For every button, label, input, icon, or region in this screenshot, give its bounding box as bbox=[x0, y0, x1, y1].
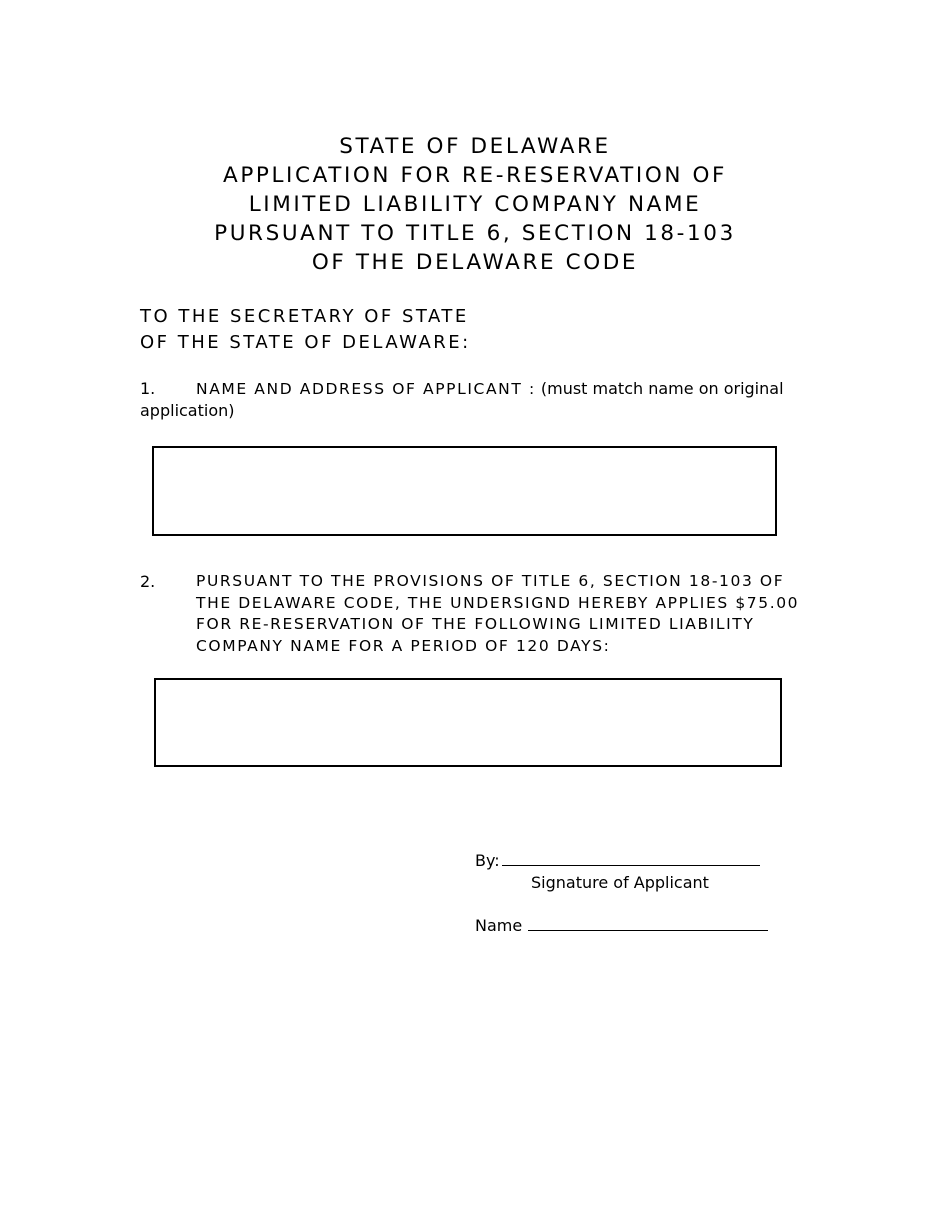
addressee bbox=[140, 304, 471, 356]
signature-line[interactable] bbox=[502, 849, 760, 866]
name-label: Name bbox=[475, 916, 523, 935]
item-number: 2. bbox=[140, 572, 156, 591]
name-line[interactable] bbox=[528, 914, 768, 931]
title-line: STATE OF DELAWARE bbox=[339, 134, 611, 159]
item-1-note: (must match name on original bbox=[540, 379, 784, 398]
title-line: OF THE DELAWARE CODE bbox=[311, 250, 639, 275]
item-2-text: PURSUANT TO THE PROVISIONS OF TITLE 6, SECTION 18-103 OF THE DELAWARE CODE, THE UNDERSIGND HEREBY APPLIES $75.00 FOR RE-RESERVATION OF THE FOLLOWING LIMITED LIABILITY COMPANY NAME FOR A PERIOD OF 120 DAYS: bbox=[196, 572, 800, 655]
signature-caption: Signature of Applicant bbox=[531, 873, 709, 892]
item-number: 1. bbox=[140, 379, 156, 398]
title-line: APPLICATION FOR RE-RESERVATION OF bbox=[223, 163, 727, 188]
item-1-note-continued: application) bbox=[140, 401, 235, 420]
item-2-reservation bbox=[140, 571, 820, 657]
document-title bbox=[0, 132, 950, 277]
signature-block bbox=[475, 849, 768, 937]
title-line: PURSUANT TO TITLE 6, SECTION 18-103 bbox=[214, 221, 736, 246]
by-label: By: bbox=[475, 851, 500, 870]
addressee-line-2: OF THE STATE OF DELAWARE: bbox=[140, 332, 471, 353]
title-line: LIMITED LIABILITY COMPANY NAME bbox=[248, 192, 702, 217]
item-1-applicant bbox=[140, 378, 800, 422]
applicant-name-address-field[interactable] bbox=[152, 446, 777, 536]
addressee-line-1: TO THE SECRETARY OF STATE bbox=[140, 306, 469, 327]
item-1-label: NAME AND ADDRESS OF APPLICANT : bbox=[196, 380, 536, 398]
company-name-field[interactable] bbox=[154, 678, 782, 767]
